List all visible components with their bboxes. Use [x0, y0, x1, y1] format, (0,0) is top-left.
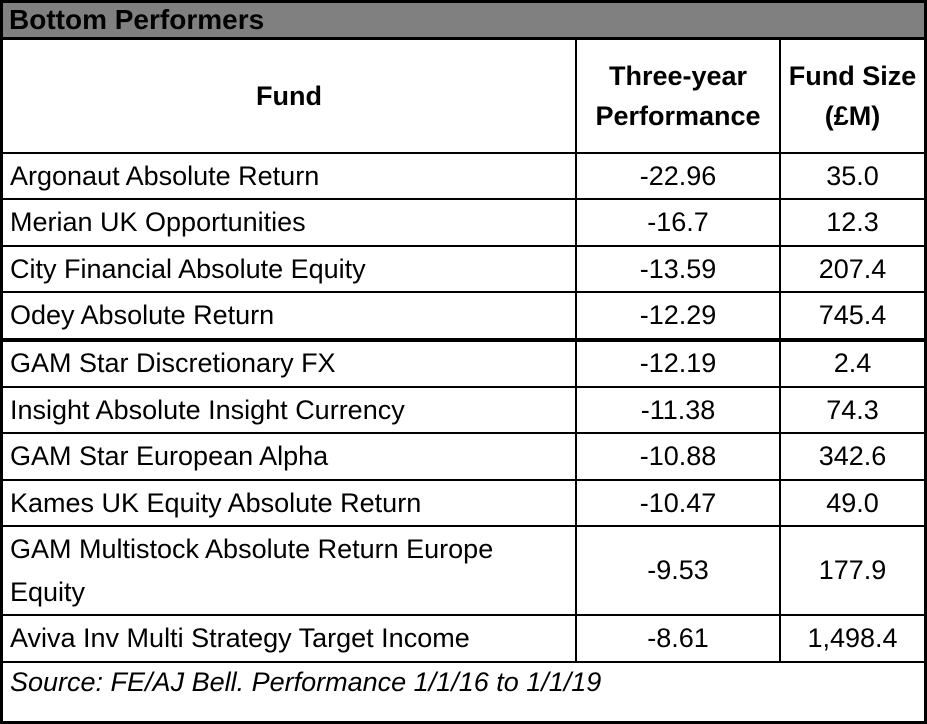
performance-table [3, 40, 924, 721]
fund-name-cell: Aviva Inv Multi Strategy Target Income [3, 615, 576, 662]
fund-name-cell: GAM Multistock Absolute Return Europe Equity [3, 526, 576, 615]
table-row [3, 480, 924, 526]
fund-size-cell: 342.6 [780, 433, 924, 479]
fund-size-cell: 177.9 [780, 526, 924, 615]
fund-name-cell: Kames UK Equity Absolute Return [3, 480, 576, 526]
performance-cell: -11.38 [576, 387, 780, 433]
source-note: Source: FE/AJ Bell. Performance 1/1/16 to 1/1/19 [3, 662, 924, 721]
performance-cell: -13.59 [576, 246, 780, 292]
column-header-fund-size: Fund Size (£M) [780, 40, 924, 153]
performance-cell: -22.96 [576, 153, 780, 199]
column-header-performance: Three-year Performance [576, 40, 780, 153]
header-row [3, 40, 924, 153]
performance-cell: -12.19 [576, 340, 780, 387]
fund-size-cell: 74.3 [780, 387, 924, 433]
performance-cell: -8.61 [576, 615, 780, 662]
performance-cell: -9.53 [576, 526, 780, 615]
table-row [3, 340, 924, 387]
table-row [3, 526, 924, 615]
fund-name-cell: Odey Absolute Return [3, 292, 576, 339]
table-row [3, 387, 924, 433]
table-row [3, 153, 924, 199]
fund-name-cell: GAM Star Discretionary FX [3, 340, 576, 387]
performance-cell: -16.7 [576, 199, 780, 245]
fund-name-cell: GAM Star European Alpha [3, 433, 576, 479]
table-row [3, 292, 924, 339]
source-row [3, 662, 924, 721]
fund-name-cell: Merian UK Opportunities [3, 199, 576, 245]
table-row [3, 199, 924, 245]
table-title: Bottom Performers [3, 3, 924, 40]
fund-size-cell: 1,498.4 [780, 615, 924, 662]
fund-name-cell: City Financial Absolute Equity [3, 246, 576, 292]
table-row [3, 433, 924, 479]
fund-name-cell: Insight Absolute Insight Currency [3, 387, 576, 433]
performance-cell: -12.29 [576, 292, 780, 339]
fund-name-cell: Argonaut Absolute Return [3, 153, 576, 199]
fund-size-cell: 745.4 [780, 292, 924, 339]
fund-size-cell: 12.3 [780, 199, 924, 245]
fund-size-cell: 35.0 [780, 153, 924, 199]
fund-size-cell: 49.0 [780, 480, 924, 526]
performance-cell: -10.47 [576, 480, 780, 526]
fund-size-cell: 2.4 [780, 340, 924, 387]
fund-size-cell: 207.4 [780, 246, 924, 292]
table-row [3, 615, 924, 662]
column-header-fund: Fund [3, 40, 576, 153]
performance-cell: -10.88 [576, 433, 780, 479]
table-row [3, 246, 924, 292]
